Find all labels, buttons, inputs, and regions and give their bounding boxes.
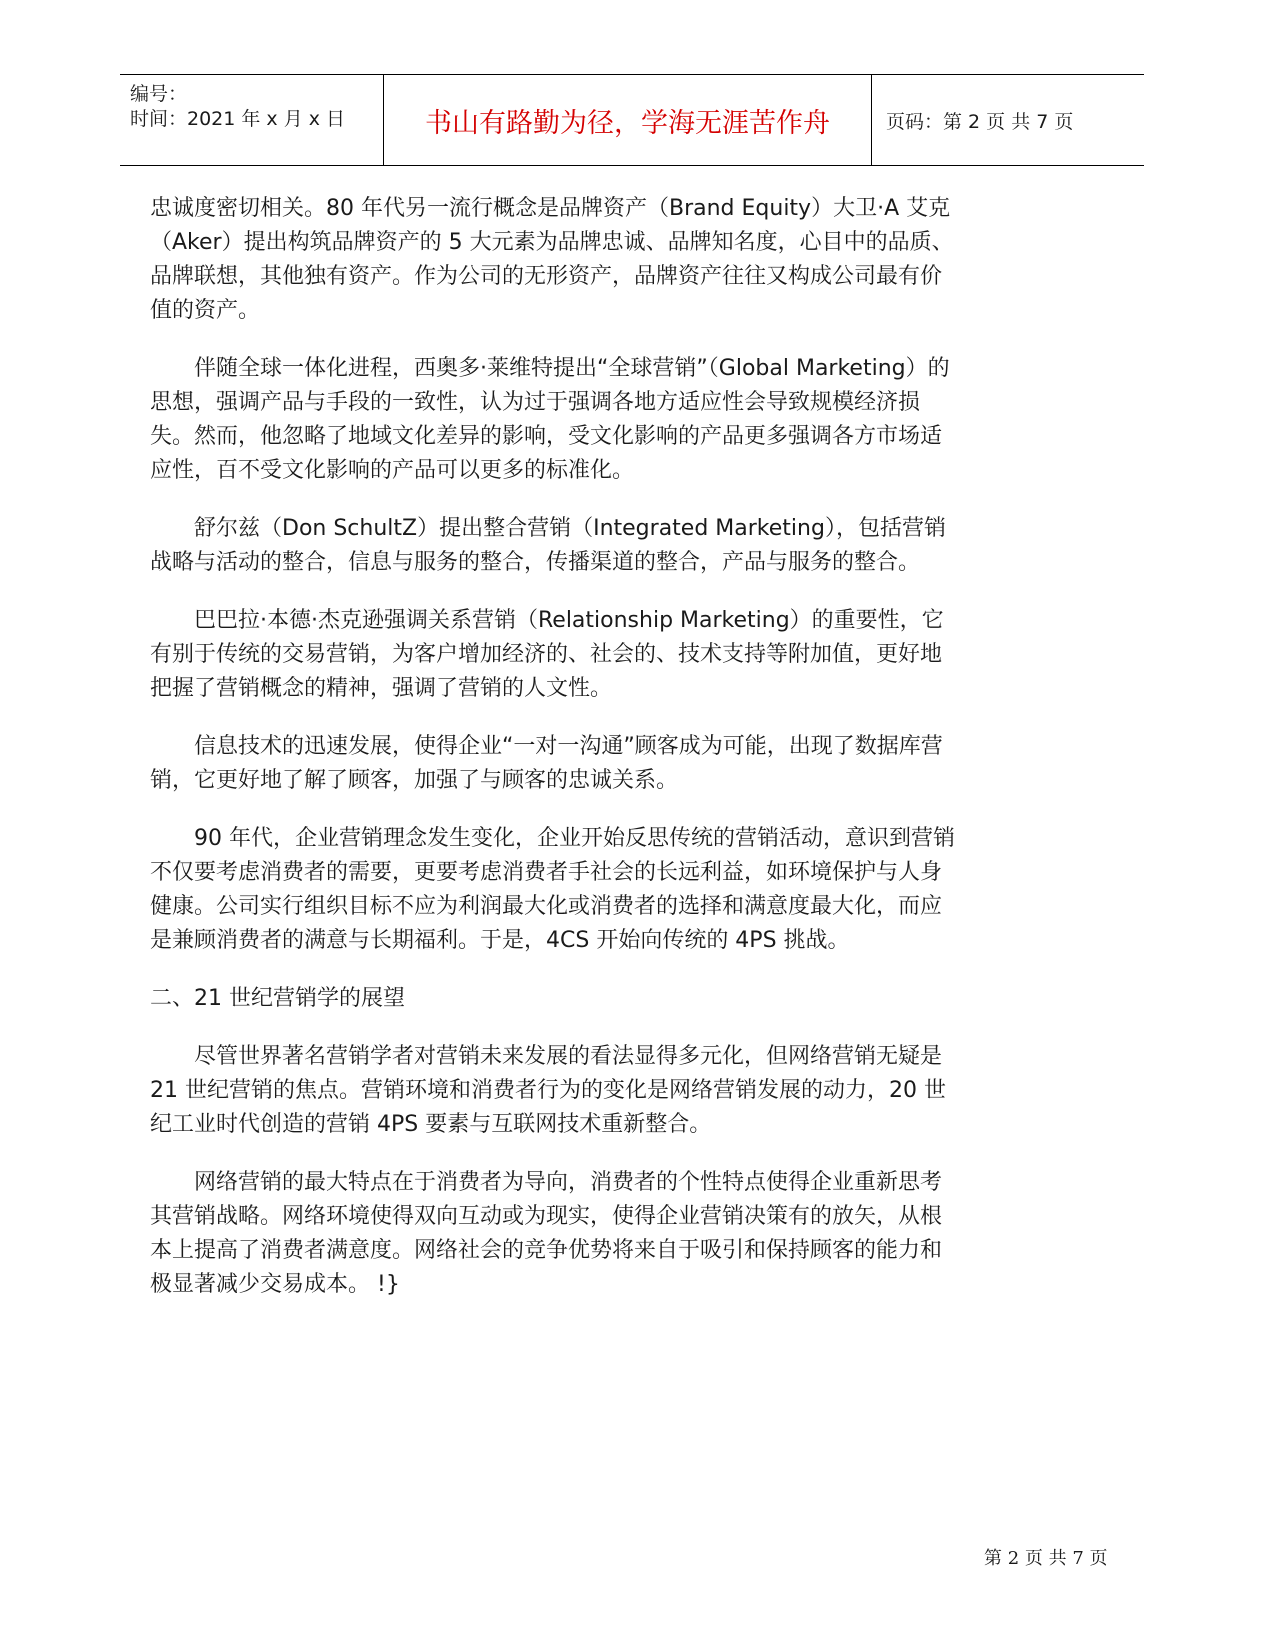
- page-header: [120, 74, 1144, 166]
- header-motto-cell: [384, 75, 872, 165]
- paragraph: 舒尔兹（Don SchultZ）提出整合营销（Integrated Marketing），包括营销战略与活动的整合，信息与服务的整合，传播渠道的整合，产品与服务的整合。: [150, 516, 946, 575]
- header-info-cell: [120, 75, 384, 165]
- page-code-label: 页码：第 2 页 共 7 页: [886, 110, 1074, 133]
- page-footer: 第 2 页 共 7 页: [984, 1548, 1108, 1569]
- paragraph: 信息技术的迅速发展，使得企业“一对一沟通”顾客成为可能，出现了数据库营销，它更好地了解了顾客，加强了与顾客的忠诚关系。: [150, 734, 943, 793]
- document-body: [150, 192, 960, 1326]
- serial-number-label: 编号：: [130, 83, 188, 105]
- time-label: 时间：2021 年 x 月 x 日: [130, 108, 346, 130]
- paragraph: 网络营销的最大特点在于消费者为导向，消费者的个性特点使得企业重新思考其营销战略。网络环境使得双向互动或为现实，使得企业营销决策有的放矢，从根本上提高了消费者满意度。网络社会的竞争优势将来自于吸引和保持顾客的能力和极显著减少交易成本。 !}: [150, 1170, 943, 1297]
- paragraph: 忠诚度密切相关。80 年代另一流行概念是品牌资产（Brand Equity）大卫·A 艾克（Aker）提出构筑品牌资产的 5 大元素为品牌忠诚、品牌知名度，心目中的品质、品牌联想，其他独有资产。作为公司的无形资产，品牌资产往往又构成公司最有价值的资产。: [150, 196, 954, 323]
- paragraph: 巴巴拉·本德·杰克逊强调关系营销（Relationship Marketing）的重要性，它有别于传统的交易营销，为客户增加经济的、社会的、技术支持等附加值，更好地把握了营销概念的精神，强调了营销的人文性。: [150, 608, 944, 701]
- paragraph: 伴随全球一体化进程，西奥多·莱维特提出“全球营销”（Global Marketing）的思想，强调产品与手段的一致性，认为过于强调各地方适应性会导致规模经济损失。然而，他忽略了地域文化差异的影响，受文化影响的产品更多强调各方市场适应性，百不受文化影响的产品可以更多的标准化。: [150, 356, 950, 483]
- section-heading: 二、21 世纪营销学的展望: [150, 986, 405, 1011]
- header-page-cell: [872, 75, 1144, 165]
- paragraph: 尽管世界著名营销学者对营销未来发展的看法显得多元化，但网络营销无疑是 21 世纪营销的焦点。营销环境和消费者行为的变化是网络营销发展的动力，20 世纪工业时代创造的营销 4PS 要素与互联网技术重新整合。: [150, 1044, 946, 1137]
- motto-text: 书山有路勤为径，学海无涯苦作舟: [425, 107, 830, 139]
- paragraph: 90 年代，企业营销理念发生变化，企业开始反思传统的营销活动，意识到营销不仅要考虑消费者的需要，更要考虑消费者手社会的长远利益，如环境保护与人身健康。公司实行组织目标不应为利润最大化或消费者的选择和满意度最大化，而应是兼顾消费者的满意与长期福利。于是，4CS 开始向传统的 4PS 挑战。: [150, 826, 955, 953]
